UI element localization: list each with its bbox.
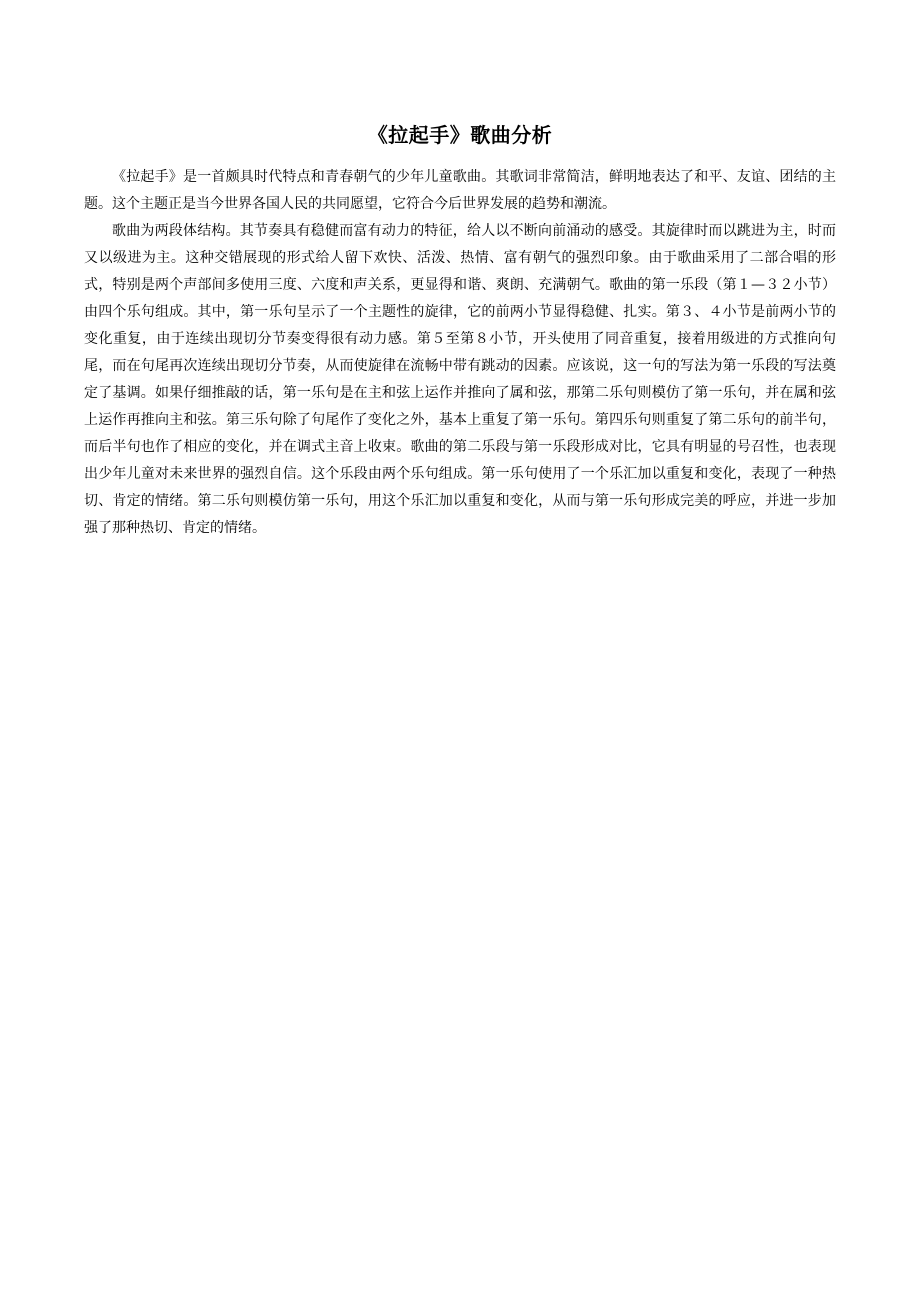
document-body xyxy=(84,164,836,542)
paragraph-analysis: 歌曲为两段体结构。其节奏具有稳健而富有动力的特征，给人以不断向前涌动的感受。其旋律时而以跳进为主，时而又以级进为主。这种交错展现的形式给人留下欢快、活泼、热情、富有朝气的强烈印象。由于歌曲采用了二部合唱的形式，特别是两个声部间多使用三度、六度和声关系，更显得和谐、爽朗、充满朝气。歌曲的第一乐段（第１—３２小节）由四个乐句组成。其中，第一乐句呈示了一个主题性的旋律，它的前两小节显得稳健、扎实。第３、４小节是前两小节的变化重复，由于连续出现切分节奏变得很有动力感。第５至第８小节，开头使用了同音重复，接着用级进的方式推向句尾，而在句尾再次连续出现切分节奏，从而使旋律在流畅中带有跳动的因素。应该说，这一句的写法为第一乐段的写法奠定了基调。如果仔细推敲的话，第一乐句是在主和弦上运作并推向了属和弦，那第二乐句则模仿了第一乐句，并在属和弦上运作再推向主和弦。第三乐句除了句尾作了变化之外，基本上重复了第一乐句。第四乐句则重复了第二乐句的前半句，而后半句也作了相应的变化，并在调式主音上收束。歌曲的第二乐段与第一乐段形成对比，它具有明显的号召性，也表现出少年儿童对未来世界的强烈自信。这个乐段由两个乐句组成。第一乐句使用了一个乐汇加以重复和变化，表现了一种热切、肯定的情绪。第二乐句则模仿第一乐句，用这个乐汇加以重复和变化，从而与第一乐句形成完美的呼应，并进一步加强了那种热切、肯定的情绪。 xyxy=(84,223,836,536)
document-title: 《拉起手》歌曲分析 xyxy=(367,123,553,147)
paragraph-intro: 《拉起手》是一首颇具时代特点和青春朝气的少年儿童歌曲。其歌词非常简洁，鲜明地表达了和平、友谊、团结的主题。这个主题正是当今世界各国人民的共同愿望，它符合今后世界发展的趋势和潮流。 xyxy=(84,169,836,212)
